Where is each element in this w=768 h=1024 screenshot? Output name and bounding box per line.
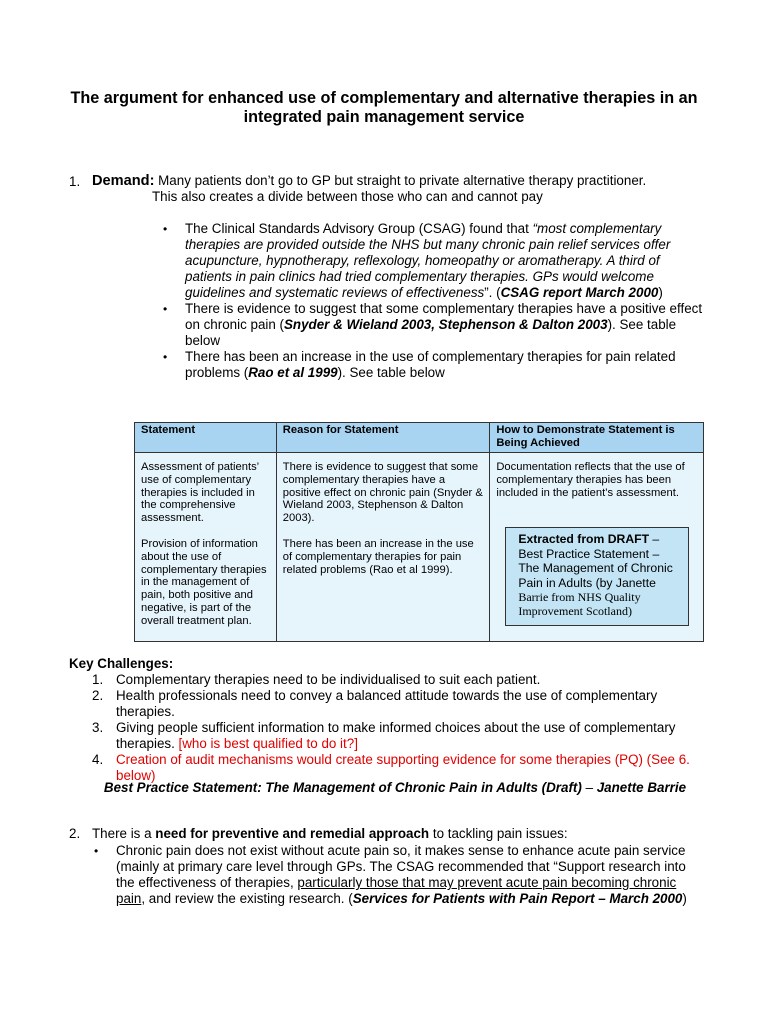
best-practice-table: [134, 422, 704, 642]
bullet-icon: •: [163, 302, 168, 316]
table-header: Reason for Statement: [276, 423, 490, 453]
section-2-heading: There is a need for preventive and remedial approach to tackling pain issues:: [92, 826, 568, 841]
table-header: How to Demonstrate Statement is Being Achieved: [490, 423, 704, 453]
bullet-icon: •: [163, 350, 168, 364]
demand-text: Many patients don’t go to GP but straight to private alternative therapy practitioner.: [154, 173, 647, 188]
table-cell-statement: Assessment of patients’ use of complementary therapies is included in the comprehensive assessment. Provision of information about the use of complementary therapies in the management of pain, both positive and negative, is part of the overall treatment plan.: [135, 453, 277, 642]
section-1-demand: [92, 173, 712, 205]
list-item: 2. Health professionals need to convey a balanced attitude towards the use of complementary therapies.: [92, 688, 658, 719]
table-cell-demonstrate: Documentation reflects that the use of complementary therapies has been included in the patient’s assessment. Extracted from DRAFT – Best Practice Statement – The Management of Chronic Pain in Adults (by Janette Barrie from NHS Quality Improvement Scotland): [490, 453, 704, 642]
list-item: 3. Giving people sufficient information to make informed choices about the use of complementary therapies. [who is best qualified to do it?]: [92, 720, 676, 751]
bullet-icon: •: [94, 844, 99, 858]
section-2-bullets: [94, 843, 706, 907]
bullet-icon: •: [163, 222, 168, 236]
table-header: Statement: [135, 423, 277, 453]
list-item: 4. Creation of audit mechanisms would create supporting evidence for some therapies (PQ) (See 6. below): [92, 752, 690, 783]
key-challenges-heading: Key Challenges:: [69, 656, 174, 671]
bullet-increase: • There has been an increase in the use of complementary therapies for pain related problems (Rao et al 1999). See table below: [163, 349, 676, 380]
demand-bullets: [163, 221, 705, 381]
bullet-evidence: • There is evidence to suggest that some complementary therapies have a positive effect on chronic pain (Snyder & Wieland 2003, Stephenson & Dalton 2003). See table below: [163, 301, 703, 348]
draft-extract-box: Extracted from DRAFT – Best Practice Statement – The Management of Chronic Pain in Adults (by Janette Barrie from NHS Quality Improvement Scotland): [505, 527, 689, 625]
demand-text-line2: This also creates a divide between those who can and cannot pay: [152, 189, 543, 204]
section-1-number: 1.: [69, 174, 81, 189]
best-practice-reference: Best Practice Statement: The Management of Chronic Pain in Adults (Draft) – Janette Barrie: [103, 780, 687, 795]
list-item: 1. Complementary therapies need to be individualised to suit each patient.: [92, 672, 541, 687]
table-row: [135, 453, 704, 642]
demand-heading: Demand:: [92, 173, 155, 189]
section-2-number: 2.: [69, 826, 81, 841]
key-challenges-list: [92, 672, 706, 784]
bullet-csag: • The Clinical Standards Advisory Group (CSAG) found that “most complementary therapies are provided outside the NHS but many chronic pain relief services offer acupuncture, hypnotherapy, reflexology, homeopathy or aromatherapy. A third of patients in pain clinics had tried complementary therapies. GPs would welcome guidelines and systematic reviews of effectiveness”. (CSAG report March 2000): [163, 221, 671, 300]
document-title: The argument for enhanced use of complementary and alternative therapies in an integrated pain management service: [70, 89, 698, 126]
table-header-row: [135, 423, 704, 453]
table-cell-reason: There is evidence to suggest that some complementary therapies have a positive effect on chronic pain (Snyder & Wieland 2003, Stephenson & Dalton 2003). There has been an increase in the use of complementary therapies for pain related problems (Rao et al 1999).: [276, 453, 490, 642]
bullet-chronic-pain: • Chronic pain does not exist without acute pain so, it makes sense to enhance acute pain service (mainly at primary care level through GPs. The CSAG recommended that “Support research into the effectiveness of therapies, particularly those that may prevent acute pain becoming chronic pain, and review the existing research. (Services for Patients with Pain Report – March 2000): [94, 843, 687, 906]
